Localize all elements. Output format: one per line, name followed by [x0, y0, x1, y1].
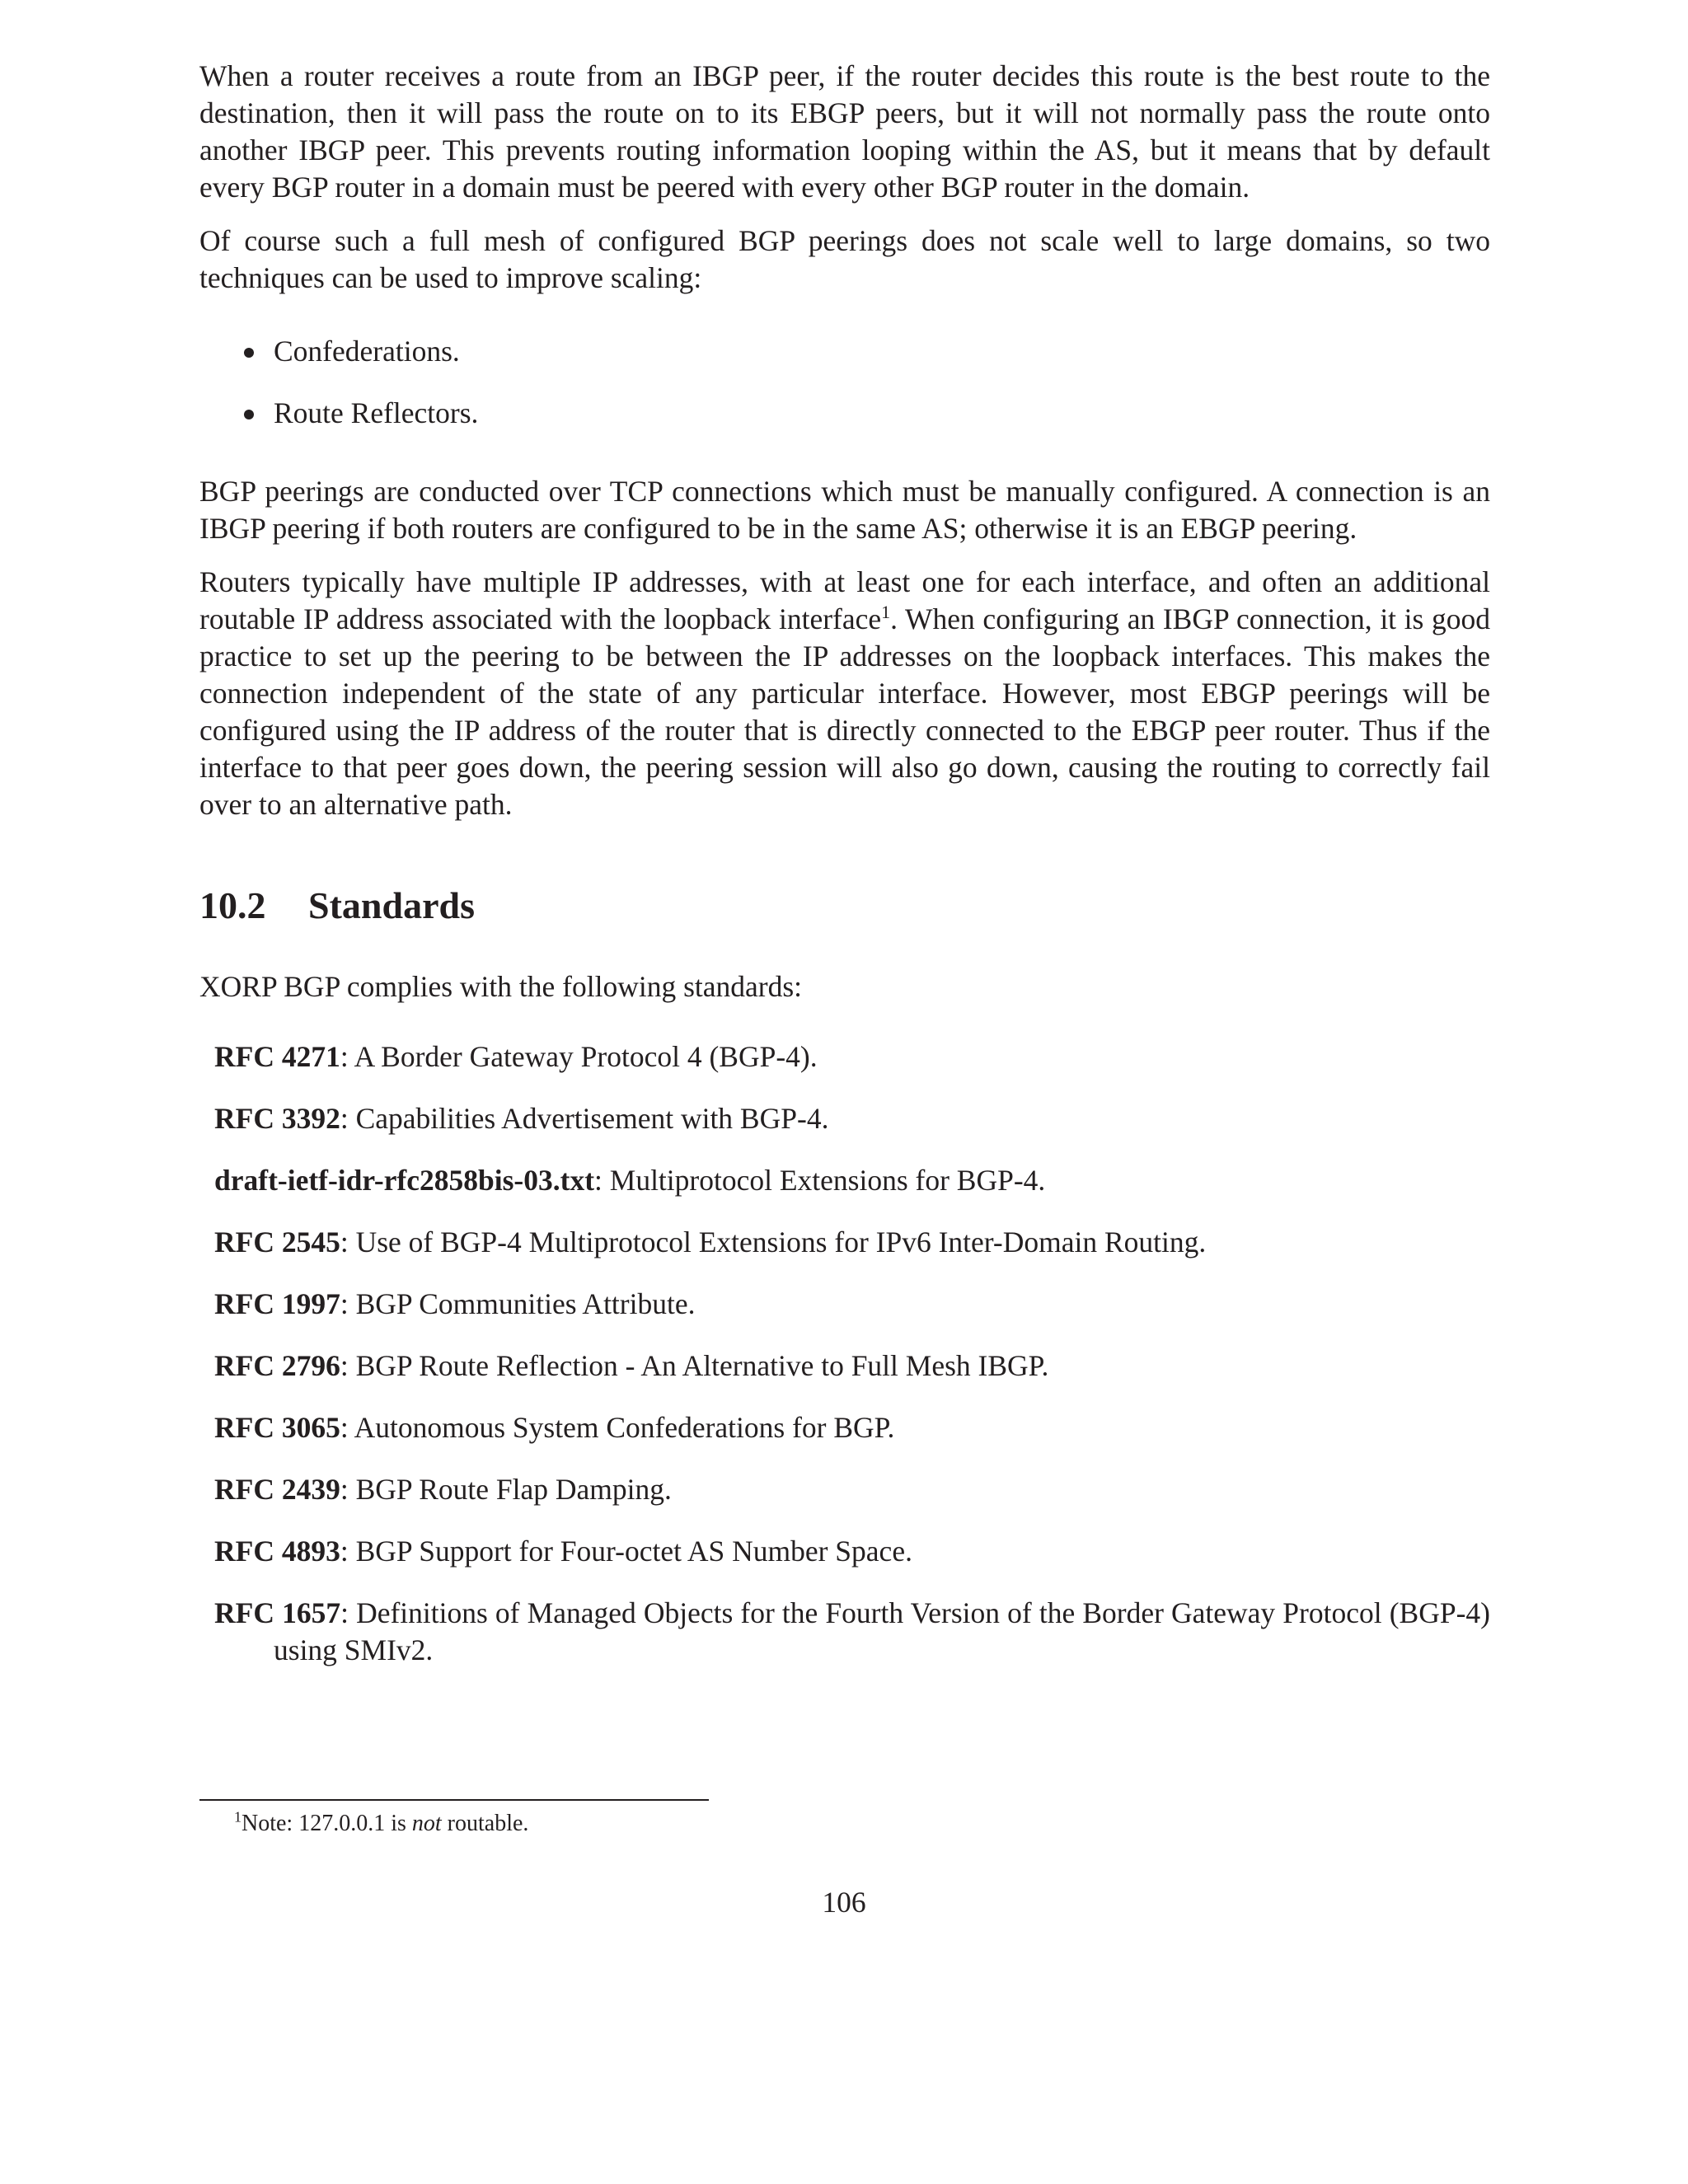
standard-id: RFC 2439 — [214, 1473, 340, 1506]
standard-id: RFC 1997 — [214, 1287, 340, 1320]
footnote-mark: 1 — [234, 1808, 241, 1825]
standard-id: RFC 1657 — [214, 1596, 341, 1629]
list-item — [199, 333, 1490, 370]
paragraph-loopback-text-b: . When configuring an IBGP connection, it is good practice to set up the peering to be between the IP addresses on the loopback interfaces. This makes the connection independent of the state of any particular interface. However, most EBGP peerings will be configured using the IP address of the router that is directly connected to the EBGP peer router. Thus if the interface to that peer goes down, the peering session will also go down, causing the routing to correctly fail over to an alternative path. — [199, 602, 1490, 821]
paragraph-loopback-text-a: Routers typically have multiple IP addresses, with at least one for each interface, and often an additional routable IP address associated with the loopback interface — [199, 565, 1490, 635]
standards-list — [199, 1038, 1490, 1669]
standard-item — [214, 1533, 1490, 1570]
list-item-text: Route Reflectors. — [274, 396, 479, 429]
list-item — [199, 395, 1490, 432]
section-title: Standards — [308, 884, 475, 926]
footnote-text-a: Note: 127.0.0.1 is — [241, 1811, 412, 1836]
standard-id: RFC 4271 — [214, 1040, 340, 1073]
bullet-icon — [244, 410, 254, 419]
standard-desc: : Autonomous System Confederations for BGP. — [340, 1411, 895, 1444]
standard-desc: : BGP Communities Attribute. — [340, 1287, 696, 1320]
standard-id: RFC 3392 — [214, 1102, 340, 1135]
standard-item — [214, 1224, 1490, 1261]
standard-item — [214, 1038, 1490, 1076]
standard-item — [214, 1100, 1490, 1137]
standard-item — [214, 1162, 1490, 1199]
standard-id: RFC 2545 — [214, 1226, 340, 1258]
standard-desc: : BGP Route Flap Damping. — [340, 1473, 672, 1506]
section-number: 10.2 — [199, 884, 266, 926]
standard-item — [214, 1471, 1490, 1508]
page-body — [199, 58, 1490, 1694]
footnote-reference[interactable]: 1 — [881, 602, 891, 623]
footnote-text-b: routable. — [441, 1811, 529, 1836]
scaling-techniques-list — [199, 333, 1490, 432]
standard-id: RFC 2796 — [214, 1349, 340, 1382]
page-number: 106 — [822, 1886, 866, 1919]
standard-desc: : Definitions of Managed Objects for the Fourth Version of the Border Gateway Protocol (BGP-4) using SMIv2. — [274, 1596, 1491, 1666]
section-heading — [199, 883, 1490, 929]
standard-item — [214, 1595, 1490, 1669]
paragraph-loopback — [199, 564, 1490, 823]
standard-desc: : Multiprotocol Extensions for BGP-4. — [594, 1164, 1046, 1197]
standard-id: RFC 3065 — [214, 1411, 340, 1444]
list-item-text: Confederations. — [274, 335, 460, 368]
paragraph-tcp-connections: BGP peerings are conducted over TCP connections which must be manually configured. A connection is an IBGP peering if both routers are configured to be in the same AS; otherwise it is an EBGP peering. — [199, 475, 1490, 545]
standard-id: draft-ietf-idr-rfc2858bis-03.txt — [214, 1164, 595, 1197]
bullet-icon — [244, 348, 254, 358]
standard-desc: : Capabilities Advertisement with BGP-4. — [340, 1102, 829, 1135]
standard-id: RFC 4893 — [214, 1535, 340, 1568]
footnote-emphasis: not — [411, 1811, 442, 1836]
footnote — [234, 1810, 528, 1838]
standard-item — [214, 1409, 1490, 1446]
standard-desc: : Use of BGP-4 Multiprotocol Extensions for IPv6 Inter-Domain Routing. — [340, 1226, 1207, 1258]
paragraph-ibgp-routing: When a router receives a route from an IBGP peer, if the router decides this route is the best route to the destination, then it will pass the route on to its EBGP peers, but it will not normally pass the route onto another IBGP peer. This prevents routing information looping within the AS, but it means that by default every BGP router in a domain must be peered with every other BGP router in the domain. — [199, 59, 1490, 204]
standard-desc: : BGP Support for Four-octet AS Number Space. — [340, 1535, 912, 1568]
standard-desc: : A Border Gateway Protocol 4 (BGP-4). — [340, 1040, 818, 1073]
footnote-divider — [199, 1799, 709, 1801]
section-intro: XORP BGP complies with the following standards: — [199, 970, 803, 1003]
standard-desc: : BGP Route Reflection - An Alternative to Full Mesh IBGP. — [340, 1349, 1049, 1382]
standard-item — [214, 1347, 1490, 1385]
standard-item — [214, 1286, 1490, 1323]
paragraph-full-mesh: Of course such a full mesh of configured BGP peerings does not scale well to large domains, so two techniques can be used to improve scaling: — [199, 224, 1490, 294]
